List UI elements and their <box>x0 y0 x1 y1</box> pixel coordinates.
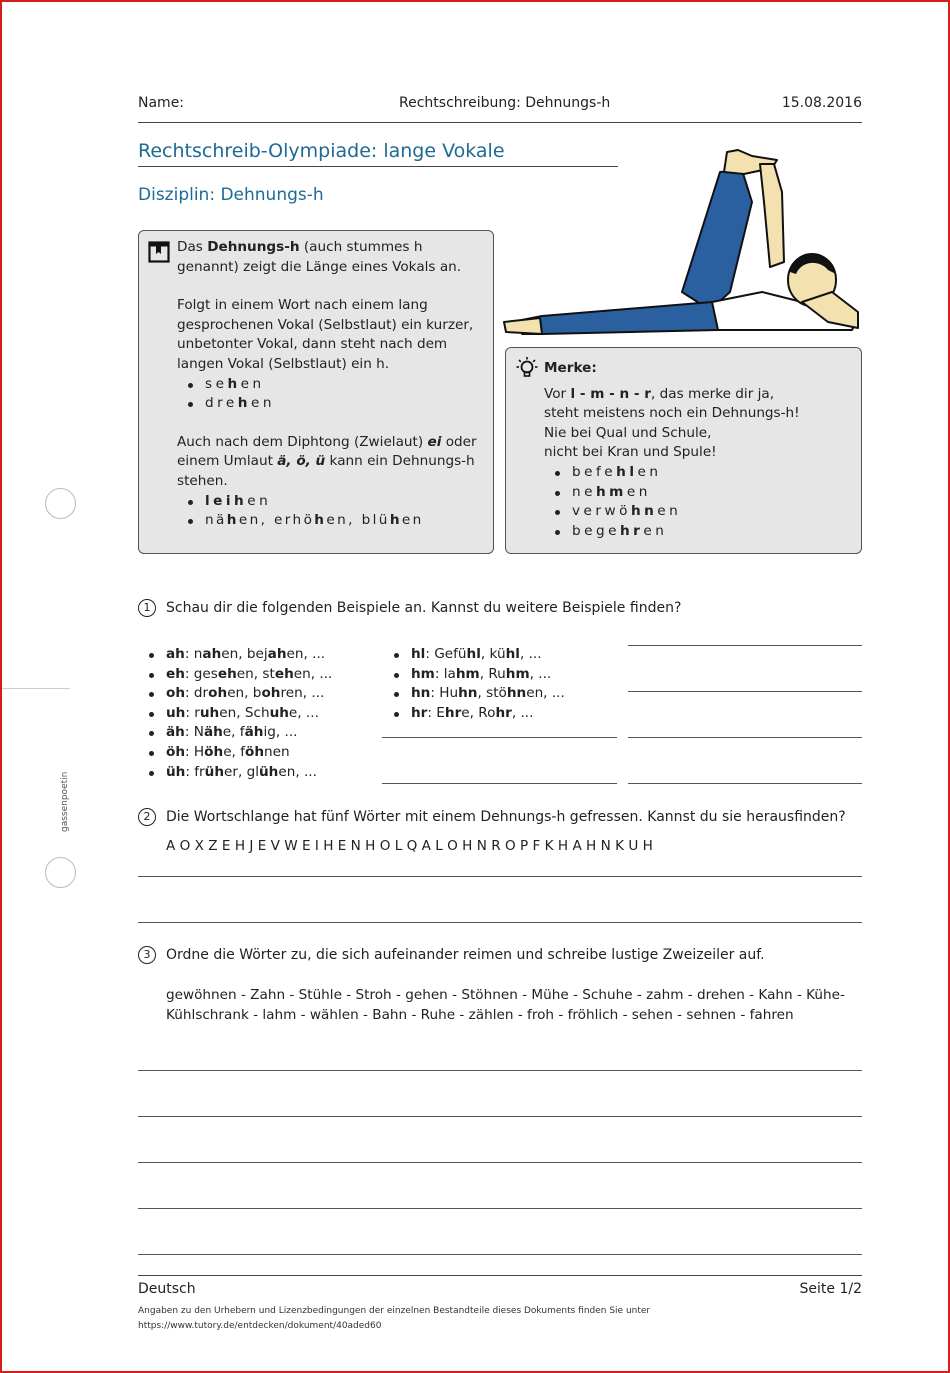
yoga-figure-illustration <box>502 142 864 342</box>
header-divider <box>138 122 862 123</box>
side-label: gassenpoetin <box>60 771 70 832</box>
list-item: hm: lahm, Ruhm, ... <box>411 665 623 685</box>
info-box <box>138 230 494 554</box>
list-item: hl: Gefühl, kühl, ... <box>411 645 623 665</box>
example-drehen: drehen <box>205 394 483 414</box>
merke-line-2: steht meistens noch ein Dehnungs-h! <box>544 405 800 422</box>
lightbulb-icon <box>516 356 538 380</box>
task-1-text: Schau dir die folgenden Beispiele an. Kannst du weitere Beispiele finden? <box>166 600 682 616</box>
answer-line[interactable] <box>138 1254 862 1255</box>
task-2-text: Die Wortschlange hat fünf Wörter mit einem Dehnungs-h gefressen. Kannst du sie herausfinden? <box>166 809 846 825</box>
answer-line[interactable] <box>628 737 862 738</box>
task-2-prompt <box>138 808 846 826</box>
task-2-number: 2 <box>138 808 156 826</box>
example-leihen: leihen <box>205 492 483 512</box>
info-paragraph-2: Folgt in einem Wort nach einem lang gesprochenen Vokal (Selbstlaut) ein kurzer, unbetonter Vokal, dann steht nach dem langen Vokal (Selbstlaut) ein h. <box>177 297 474 372</box>
task-3-number: 3 <box>138 946 156 964</box>
example-naehen: nähen, erhöhen, blühen <box>205 511 483 531</box>
word-snake: A O X Z E H J E V W E I H E N H O L Q A L O H N R O P F K H A H N K U H <box>166 838 653 854</box>
answer-line[interactable] <box>382 783 617 784</box>
answer-line[interactable] <box>138 1162 862 1163</box>
header-subject: Rechtschreibung: Dehnungs-h <box>399 95 611 111</box>
list-item: hn: Huhn, stöhnen, ... <box>411 684 623 704</box>
rhyme-words-line-2: Kühlschrank - lahm - wählen - Bahn - Ruhe - zählen - froh - fröhlich - sehen - sehnen - fahren <box>166 1006 794 1023</box>
rhyme-words-line-1: gewöhnen - Zahn - Stühle - Stroh - gehen - Stöhnen - Mühe - Schuhe - zahm - drehen - Kahn - Kühe- <box>166 987 845 1003</box>
answer-line[interactable] <box>628 645 862 646</box>
answer-line[interactable] <box>628 691 862 692</box>
answer-line[interactable] <box>138 1116 862 1117</box>
info-box-text <box>177 238 483 550</box>
page-subtitle: Disziplin: Dehnungs-h <box>138 185 324 205</box>
fold-mark <box>2 688 70 689</box>
task-1-left-list <box>138 645 378 782</box>
list-item: äh: Nähe, fähig, ... <box>166 723 378 743</box>
list-item: uh: ruhen, Schuhe, ... <box>166 704 378 724</box>
example-sehen: sehen <box>205 375 483 395</box>
rhyme-words <box>166 986 856 1025</box>
merke-example: begehren <box>572 522 854 542</box>
list-item: oh: drohen, bohren, ... <box>166 684 378 704</box>
header-date: 15.08.2016 <box>781 95 862 111</box>
merke-example: nehmen <box>572 483 854 503</box>
answer-line[interactable] <box>138 1070 862 1071</box>
merke-title: Merke: <box>544 360 597 376</box>
info-paragraph-3: Auch nach dem Diphtong (Zwielaut) ei oder einem Umlaut ä, ö, ü kann ein Dehnungs-h stehen. <box>177 433 477 489</box>
answer-line[interactable] <box>138 922 862 923</box>
footer-license-note: Angaben zu den Urhebern und Lizenzbedingungen der einzelnen Bestandteile dieses Dokuments finden Sie unter <box>138 1306 651 1316</box>
list-item: öh: Höhe, föhnen <box>166 743 378 763</box>
task-3-text: Ordne die Wörter zu, die sich aufeinander reimen und schreibe lustige Zweizeiler auf. <box>166 947 765 963</box>
footer-license-link[interactable]: https://www.tutory.de/entdecken/dokument/40aded60 <box>138 1321 382 1331</box>
name-label: Name: <box>138 95 185 111</box>
answer-line[interactable] <box>138 876 862 877</box>
punch-hole <box>45 488 76 519</box>
merke-line-3: Nie bei Qual und Schule, <box>544 424 712 441</box>
footer-divider <box>138 1275 862 1276</box>
answer-line[interactable] <box>138 1208 862 1209</box>
info-paragraph-1: Das Dehnungs-h (auch stummes h genannt) zeigt die Länge eines Vokals an. <box>177 239 462 275</box>
merke-line-4: nicht bei Kran und Spule! <box>544 444 717 461</box>
task-1-right-list <box>383 645 623 723</box>
book-icon <box>148 241 170 263</box>
task-1-prompt <box>138 599 681 617</box>
merke-example: verwöhnen <box>572 502 854 522</box>
list-item: eh: gesehen, stehen, ... <box>166 665 378 685</box>
footer-subject: Deutsch <box>138 1281 196 1297</box>
merke-box <box>505 347 862 554</box>
task-3-prompt <box>138 946 765 964</box>
footer-page-number: Seite 1/2 <box>799 1281 862 1297</box>
punch-hole <box>45 857 76 888</box>
answer-line[interactable] <box>382 737 617 738</box>
merke-text <box>544 359 854 541</box>
merke-example: befehlen <box>572 463 854 483</box>
list-item: hr: Ehre, Rohr, ... <box>411 704 623 724</box>
task-1-number: 1 <box>138 599 156 617</box>
answer-line[interactable] <box>628 783 862 784</box>
list-item: ah: nahen, bejahen, ... <box>166 645 378 665</box>
merke-line-1: Vor l - m - n - r, das merke dir ja, <box>544 385 775 402</box>
page-title: Rechtschreib-Olympiade: lange Vokale <box>138 140 505 162</box>
list-item: üh: früher, glühen, ... <box>166 763 378 783</box>
